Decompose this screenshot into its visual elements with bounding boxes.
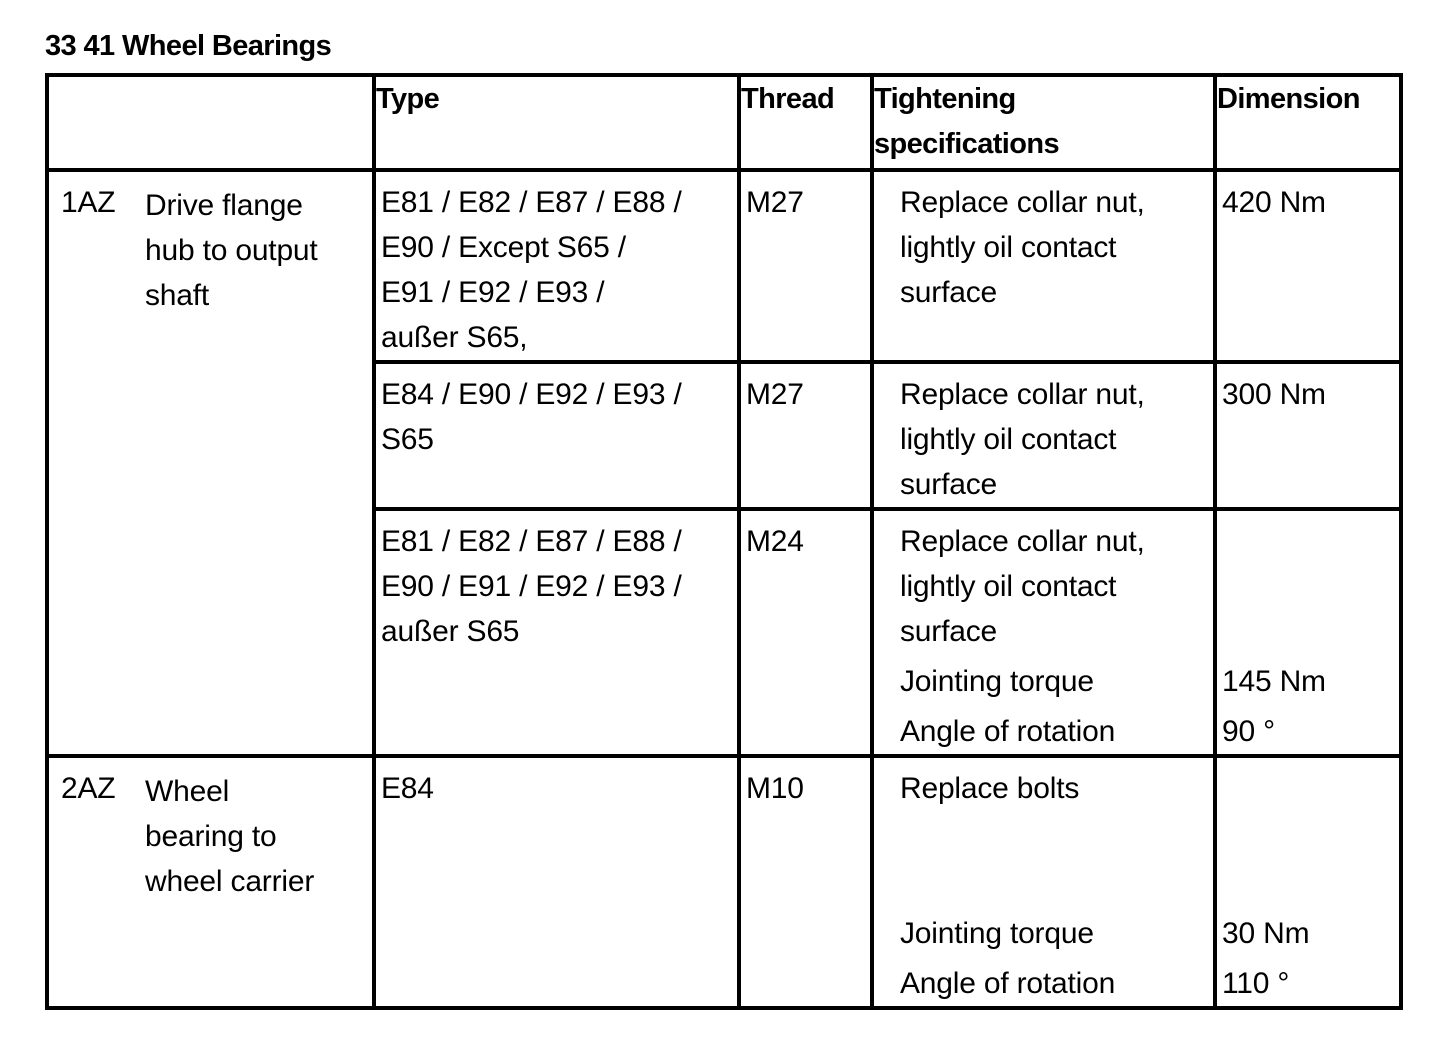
spacer (900, 811, 1213, 911)
spec-line: surface (900, 276, 997, 309)
angle-of-rotation-label: Angle of rotation (900, 715, 1116, 748)
header-position (47, 75, 374, 170)
description-line: shaft (145, 279, 210, 312)
jointing-torque-value: 30 Nm (1222, 917, 1310, 950)
type-cell (374, 756, 739, 1008)
description-line: hub to output (145, 234, 318, 267)
angle-of-rotation-label: Angle of rotation (900, 967, 1116, 1000)
angle-of-rotation-value: 90 ° (1222, 715, 1275, 748)
spacer (1222, 519, 1399, 654)
type-cell (374, 509, 739, 756)
page-title: 33 41 Wheel Bearings (45, 30, 332, 62)
header-thread: Thread (739, 75, 872, 170)
description-line: wheel carrier (145, 865, 315, 898)
spec-line: lightly oil contact (900, 231, 1117, 264)
spec-line: Replace collar nut, (900, 525, 1145, 558)
type-line: E90 / Except S65 / (381, 231, 626, 264)
position-code: 2AZ (61, 772, 116, 805)
header-type: Type (374, 75, 739, 170)
thread-cell: M27 (739, 170, 872, 362)
table-row (47, 170, 1401, 362)
spec-cell (872, 170, 1215, 362)
spec-line: Replace collar nut, (900, 378, 1145, 411)
type-line: S65 (381, 423, 434, 456)
jointing-torque-label: Jointing torque (900, 665, 1094, 698)
position-description (145, 183, 365, 318)
dimension-cell (1215, 509, 1401, 756)
header-row (47, 75, 1401, 170)
thread-cell: M24 (739, 509, 872, 756)
spec-line: surface (900, 468, 997, 501)
spec-line: lightly oil contact (900, 423, 1117, 456)
type-line: E81 / E82 / E87 / E88 / (381, 186, 682, 219)
spec-line: surface (900, 615, 997, 648)
type-line: E90 / E91 / E92 / E93 / (381, 570, 682, 603)
type-line: außer S65 (381, 615, 520, 648)
thread-cell: M10 (739, 756, 872, 1008)
position-cell (47, 756, 374, 1008)
type-line: E81 / E82 / E87 / E88 / (381, 525, 682, 558)
angle-of-rotation-value: 110 ° (1222, 967, 1290, 1000)
description-line: bearing to (145, 820, 277, 853)
type-cell (374, 170, 739, 362)
type-line: E84 (381, 772, 434, 805)
dimension-cell: 300 Nm (1215, 362, 1401, 509)
dimension-cell (1215, 756, 1401, 1008)
jointing-torque-value: 145 Nm (1222, 665, 1326, 698)
spec-line: lightly oil contact (900, 570, 1117, 603)
header-dimension: Dimension (1215, 75, 1401, 170)
position-code: 1AZ (61, 186, 116, 219)
description-line: Drive flange (145, 189, 303, 222)
dimension-cell: 420 Nm (1215, 170, 1401, 362)
type-line: E84 / E90 / E92 / E93 / (381, 378, 682, 411)
spec-cell (872, 362, 1215, 509)
position-cell (47, 170, 374, 756)
type-line: E91 / E92 / E93 / (381, 276, 605, 309)
header-tightening (872, 75, 1215, 170)
spec-line: Replace collar nut, (900, 186, 1145, 219)
spacer (1222, 766, 1399, 911)
type-line: außer S65, (381, 321, 528, 354)
wheel-bearing-spec-table (45, 73, 1403, 1010)
thread-cell: M27 (739, 362, 872, 509)
jointing-torque-label: Jointing torque (900, 917, 1094, 950)
position-description (145, 769, 365, 904)
table-row (47, 756, 1401, 1008)
spec-cell (872, 756, 1215, 1008)
header-tightening-line: specifications (874, 128, 1059, 160)
description-line: Wheel (145, 775, 230, 808)
spec-line: Replace bolts (900, 772, 1080, 805)
header-tightening-line: Tightening (874, 83, 1016, 115)
spec-cell (872, 509, 1215, 756)
type-cell (374, 362, 739, 509)
